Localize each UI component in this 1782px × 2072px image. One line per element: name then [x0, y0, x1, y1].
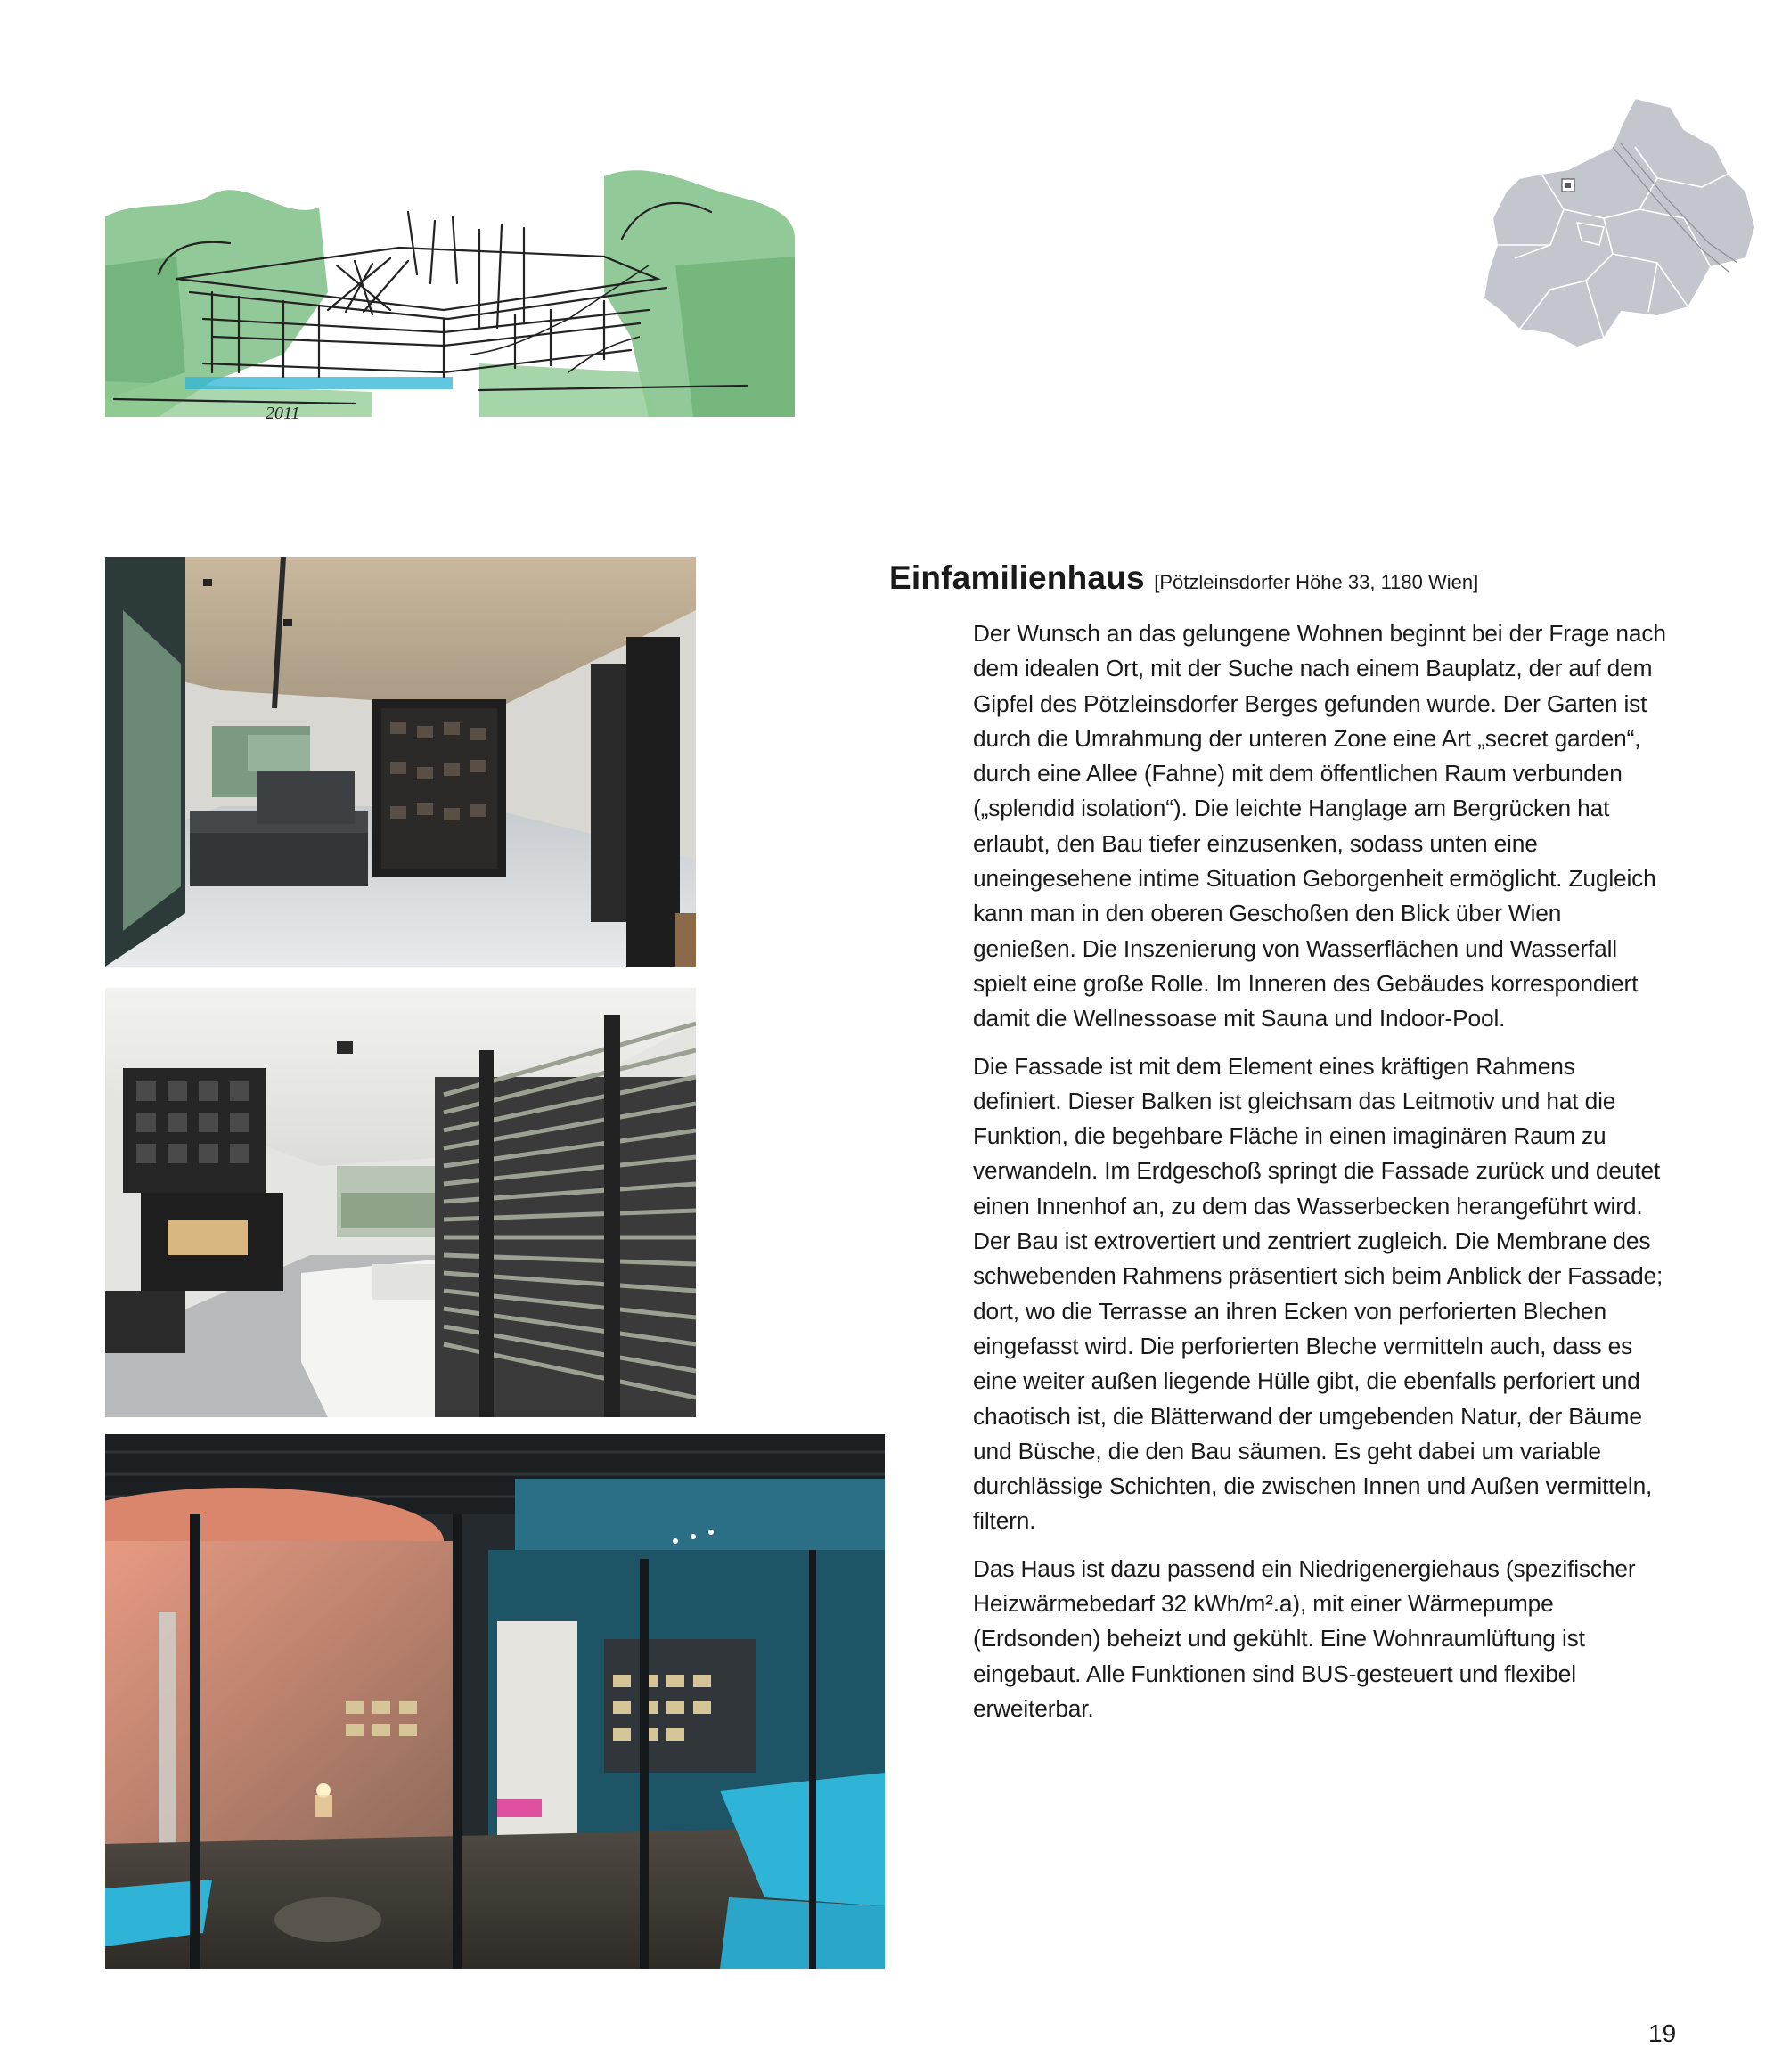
article-paragraph-1: Der Wunsch an das gelungene Wohnen beginnt bei der Frage nach dem idealen Ort, mit der Suche nach einem Bauplatz, der auf dem Gipfel des Pötzleinsdorfer Berges gefunden wurde. Der Garten ist durch die Umrahmung der unteren Zone eine Art „secret garden“, durch eine Allee (Fahne) mit dem öffentlichen Raum verbunden („splendid isolation“). Die leichte Hanglage am Bergrücken hat erlaubt, den Bau tiefer einzusenken, sodass unten eine uneingesehene intime Situation Geborgenheit ermöglicht. Zugleich kann man in den oberen Geschoßen den Blick über Wien genießen. Die Inszenierung von Wasserflächen und Wasserfall spielt eine große Rolle. Im Inneren des Gebäudes korrespondiert damit die Wellnessoase mit Sauna und Indoor-Pool.	[973, 620, 1666, 1032]
article-body	[973, 616, 1668, 1739]
photo-indoor-pool	[105, 1434, 885, 1969]
page-number: 19	[1648, 2019, 1677, 2047]
article-paragraph-3: Das Haus ist dazu passend ein Niedrigenergiehaus (spezifischer Heizwärmebedarf 32 kWh/m².a), mit einer Wärmepumpe (Erdsonden) beheizt und gekühlt. Eine Wohnraumlüftung ist eingebaut. Alle Funktionen sind BUS-gesteuert und flexibel erweiterbar.	[973, 1554, 1636, 1722]
sketch-signature: 2011	[266, 404, 300, 423]
article-title: Einfamilienhaus	[889, 559, 1145, 596]
architectural-sketch	[105, 159, 795, 426]
article-heading	[889, 558, 1745, 603]
vienna-location-map	[1479, 94, 1764, 361]
photo-living-room	[105, 557, 696, 967]
article-paragraph-2: Die Fassade ist mit dem Element eines kräftigen Rahmens definiert. Dieser Balken ist gleichsam das Leitmotiv und hat die Funktion, die begehbare Fläche in einen imaginären Raum zu verwandeln. Im Erdgeschoß springt die Fassade zurück und deutet einen Innenhof an, zu dem das Wasserbecken herangeführt wird. Der Bau ist extrovertiert und zentriert zugleich. Die Membrane des schwebenden Rahmens präsentiert sich beim Anblick der Fassade; dort, wo die Terrasse an ihren Ecken von perforierten Blechen eingefasst wird. Die perforierten Bleche vermitteln auch, dass es eine weiter außen liegende Hülle gibt, die ebenfalls perforiert und chaotisch ist, die Blätterwand der umgebenden Natur, der Bäume und Büsche, die den Bau säumen. Es geht dabei um variable durchlässige Schichten, die zwischen Innen und Außen vermitteln, filtern.	[973, 1052, 1663, 1535]
photo-fireplace-room	[105, 988, 696, 1417]
article-address: [Pötzleinsdorfer Höhe 33, 1180 Wien]	[1154, 571, 1479, 593]
